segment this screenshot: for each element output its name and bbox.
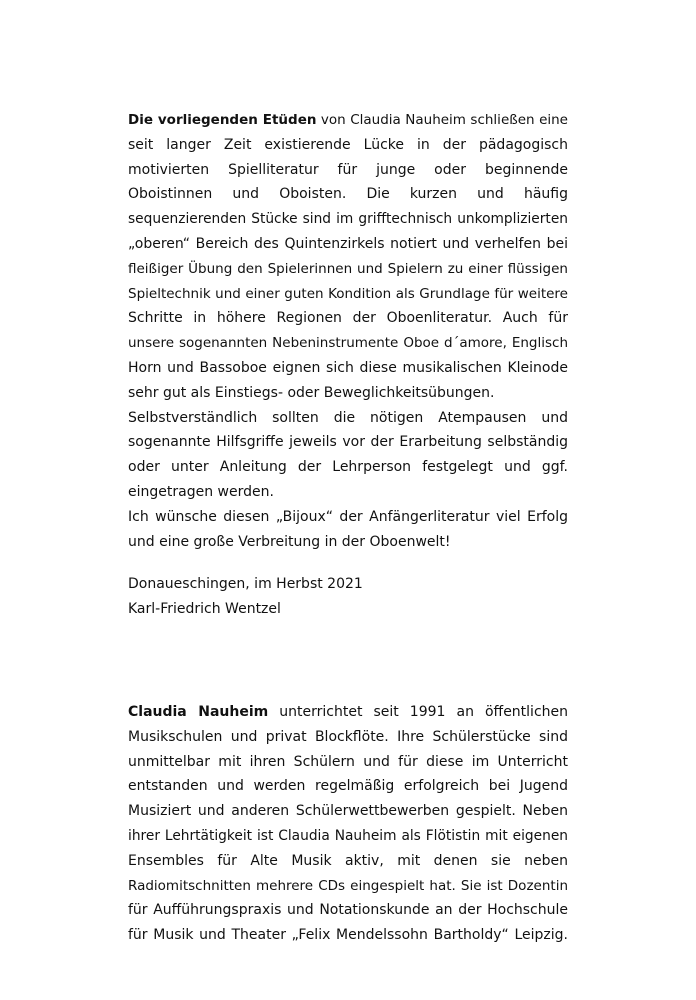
author-name: Karl-Friedrich Wentzel bbox=[128, 601, 281, 618]
document-page bbox=[128, 108, 568, 948]
spacer bbox=[128, 622, 568, 700]
place-date: Donaueschingen, im Herbst 2021 bbox=[128, 576, 363, 593]
foreword-line: und eine große Verbreitung in der Oboenwelt! bbox=[128, 533, 451, 550]
spacer bbox=[128, 554, 568, 572]
biography-line: Musiziert und anderen Schülerwettbewerben gespielt. Neben bbox=[128, 803, 568, 820]
foreword-line: Selbstverständlich sollten die nötigen Atempausen und bbox=[128, 409, 568, 426]
biography-line: Musikschulen und privat Blockflöte. Ihre Schülerstücke sind bbox=[128, 728, 568, 745]
foreword-line: Horn und Bassoboe eignen sich diese musikalischen Kleinode bbox=[128, 359, 568, 376]
foreword-line: Spieltechnik und einer guten Kondition als Grundlage für weitere bbox=[128, 285, 568, 302]
biography-line: Ensembles für Alte Musik aktiv, mit denen sie neben bbox=[128, 852, 568, 869]
biography-line: für Aufführungspraxis und Notationskunde an der Hochschule bbox=[128, 902, 568, 919]
biography-line: ihrer Lehrtätigkeit ist Claudia Nauheim als Flötistin mit eigenen bbox=[128, 827, 568, 844]
foreword-line-1-text: von Claudia Nauheim schließen eine bbox=[316, 112, 568, 128]
biography-line: für Musik und Theater „Felix Mendelssohn Bartholdy“ Leipzig. bbox=[128, 927, 568, 944]
foreword-line: Ich wünsche diesen „Bijoux“ der Anfängerliteratur viel Erfolg bbox=[128, 508, 568, 525]
foreword-line-1 bbox=[128, 108, 568, 133]
foreword-line: sogenannte Hilfsgriffe jeweils vor der Erarbeitung selbständig bbox=[128, 434, 568, 451]
foreword-line: Oboistinnen und Oboisten. Die kurzen und häufig bbox=[128, 186, 568, 203]
biography-line: unmittelbar mit ihren Schülern und für diese im Unterricht bbox=[128, 753, 568, 770]
foreword-line: fleißiger Übung den Spielerinnen und Spielern zu einer flüssigen bbox=[128, 260, 568, 277]
foreword-line: unsere sogenannten Nebeninstrumente Oboe d´amore, Englisch bbox=[128, 335, 568, 352]
biography-line: Radiomitschnitten mehrere CDs eingespielt hat. Sie ist Dozentin bbox=[128, 877, 568, 894]
biography-line-1 bbox=[128, 700, 568, 725]
foreword-line: sequenzierenden Stücke sind im grifftechnisch unkomplizierten bbox=[128, 211, 568, 228]
foreword-line: „oberen“ Bereich des Quintenzirkels notiert und verhelfen bei bbox=[128, 235, 568, 252]
foreword-line: seit langer Zeit existierende Lücke in der pädagogisch bbox=[128, 136, 568, 153]
biography-line: entstanden und werden regelmäßig erfolgreich bei Jugend bbox=[128, 778, 568, 795]
foreword-line: motivierten Spielliteratur für junge oder beginnende bbox=[128, 161, 568, 178]
foreword-lead: Die vorliegenden Etüden bbox=[128, 112, 317, 128]
signature-block bbox=[128, 572, 568, 622]
foreword-line: eingetragen werden. bbox=[128, 483, 274, 500]
foreword-paragraph bbox=[128, 108, 568, 554]
biography-line-1-text: unterrichtet seit 1991 an öffentlichen bbox=[268, 703, 569, 720]
biography-paragraph bbox=[128, 700, 568, 948]
foreword-line: sehr gut als Einstiegs- oder Beweglichkeitsübungen. bbox=[128, 384, 495, 401]
foreword-line: oder unter Anleitung der Lehrperson festgelegt und ggf. bbox=[128, 459, 568, 476]
foreword-line: Schritte in höhere Regionen der Oboenliteratur. Auch für bbox=[128, 310, 568, 327]
biography-lead: Claudia Nauheim bbox=[128, 703, 269, 720]
